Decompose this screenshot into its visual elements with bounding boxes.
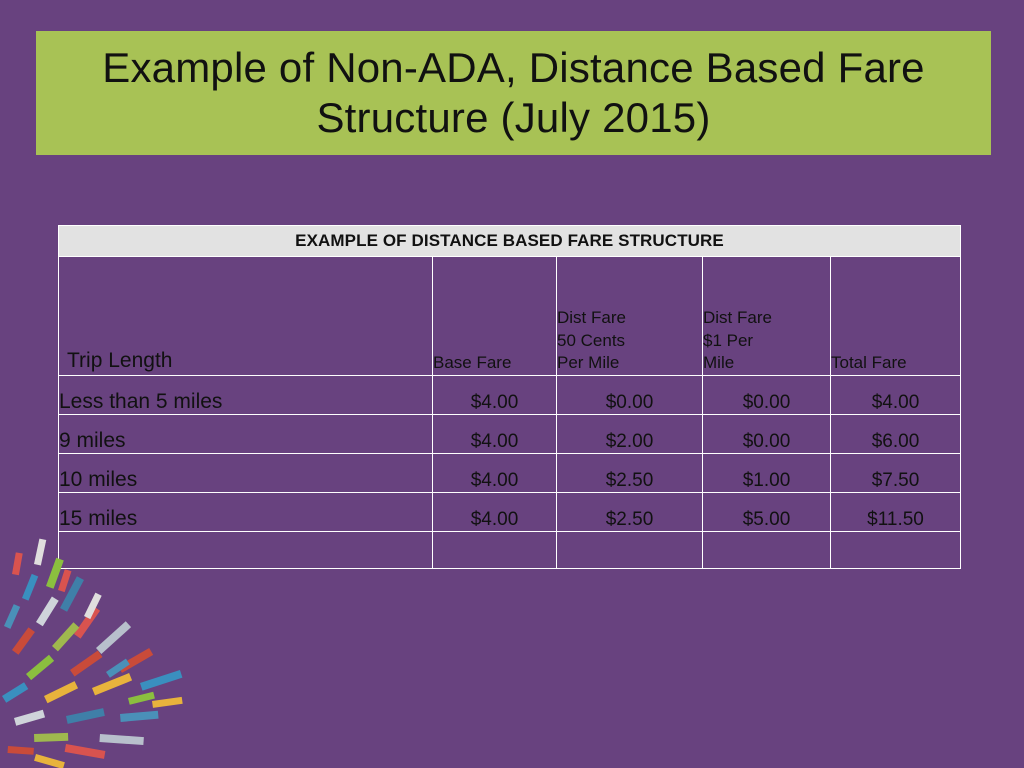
- cell-dist-fare-50c: $0.00: [557, 376, 703, 415]
- fare-table-container: [58, 225, 960, 569]
- cell-dist-fare-1: $5.00: [703, 493, 831, 532]
- cell-dist-fare-1: $1.00: [703, 454, 831, 493]
- header-line-3: Mile: [703, 353, 735, 373]
- column-header-dist-fare-1-dollar: [703, 257, 831, 376]
- cell-base-fare: $4.00: [433, 376, 557, 415]
- column-header-total-fare: Total Fare: [831, 257, 961, 376]
- cell-trip-length: 9 miles: [59, 415, 433, 454]
- column-header-dist-fare-50-cents: [557, 257, 703, 376]
- cell-dist-fare-1: [703, 532, 831, 569]
- cell-base-fare: $4.00: [433, 454, 557, 493]
- page-title: Example of Non-ADA, Distance Based Fare Structure (July 2015): [102, 44, 925, 141]
- header-line-2: $1 Per: [703, 330, 754, 350]
- cell-dist-fare-1: $0.00: [703, 415, 831, 454]
- header-line-1: Dist Fare: [703, 308, 772, 328]
- cell-trip-length: 10 miles: [59, 454, 433, 493]
- header-line-3: Per Mile: [557, 353, 620, 373]
- cell-total-fare: $6.00: [831, 415, 961, 454]
- table-banner-title: EXAMPLE OF DISTANCE BASED FARE STRUCTURE: [59, 226, 961, 257]
- table-row: [59, 532, 961, 569]
- cell-dist-fare-50c: [557, 532, 703, 569]
- table-row: [59, 454, 961, 493]
- column-header-base-fare: Base Fare: [433, 257, 557, 376]
- fare-table: [58, 225, 961, 569]
- cell-trip-length: Less than 5 miles: [59, 376, 433, 415]
- cell-total-fare: $7.50: [831, 454, 961, 493]
- table-header-row: [59, 257, 961, 376]
- cell-total-fare: $4.00: [831, 376, 961, 415]
- cell-base-fare: [433, 532, 557, 569]
- header-line-2: 50 Cents: [557, 330, 626, 350]
- cell-total-fare: $11.50: [831, 493, 961, 532]
- cell-total-fare: [831, 532, 961, 569]
- header-line-1: Dist Fare: [557, 308, 626, 328]
- confetti-burst-decoration: [0, 538, 260, 768]
- cell-trip-length: [59, 532, 433, 569]
- cell-base-fare: $4.00: [433, 415, 557, 454]
- cell-dist-fare-50c: $2.50: [557, 493, 703, 532]
- cell-trip-length: 15 miles: [59, 493, 433, 532]
- table-banner-row: [59, 226, 961, 257]
- cell-dist-fare-50c: $2.00: [557, 415, 703, 454]
- cell-base-fare: $4.00: [433, 493, 557, 532]
- column-header-trip-length: Trip Length: [59, 257, 433, 376]
- cell-dist-fare-50c: $2.50: [557, 454, 703, 493]
- table-row: [59, 493, 961, 532]
- cell-dist-fare-1: $0.00: [703, 376, 831, 415]
- title-banner: [36, 31, 991, 155]
- table-row: [59, 376, 961, 415]
- table-row: [59, 415, 961, 454]
